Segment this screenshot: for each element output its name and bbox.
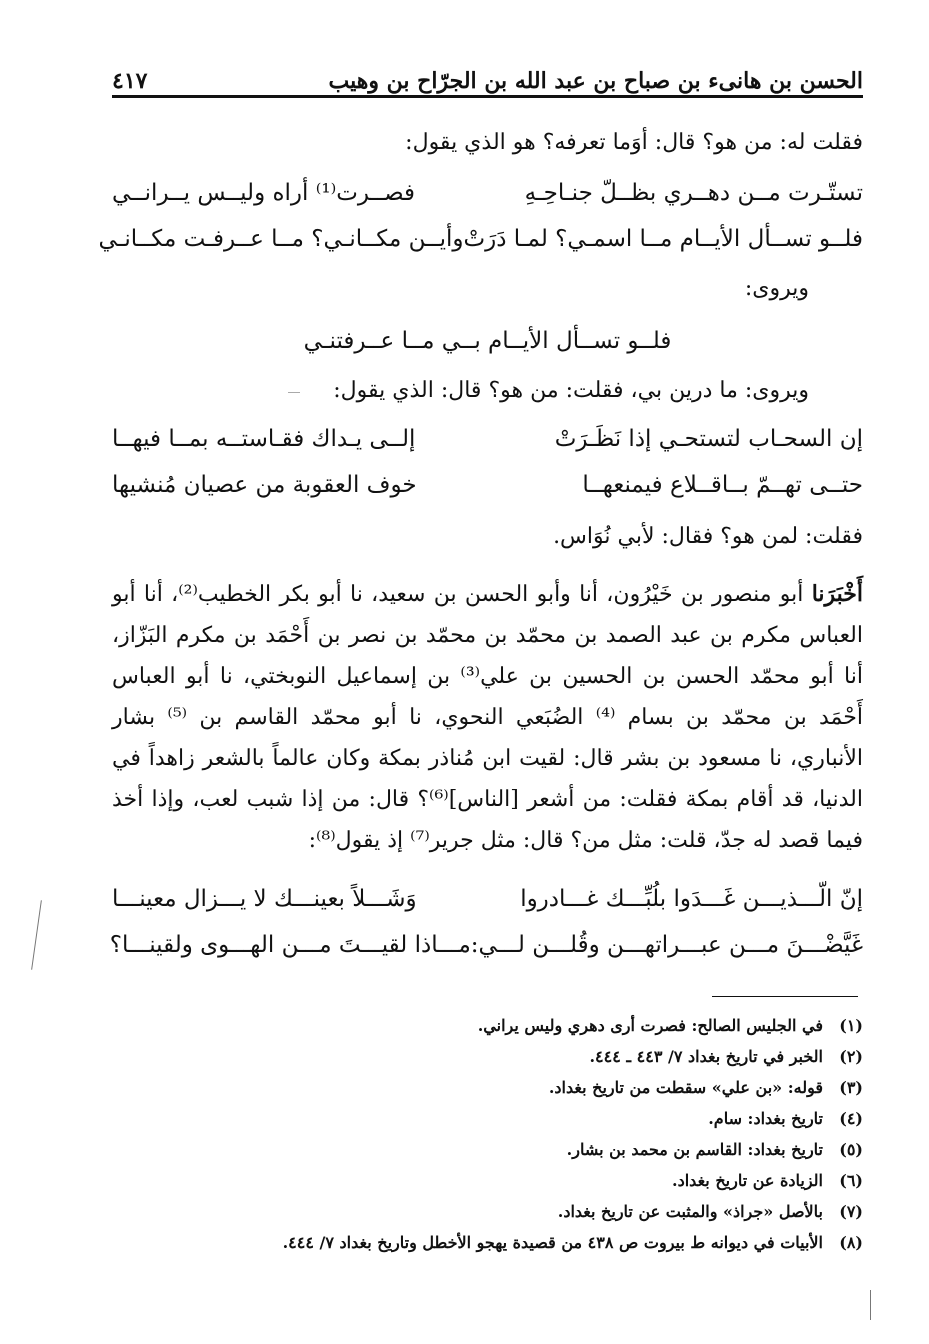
verse-second-hemistich: فصــرت⁽¹⁾ أراه وليــس يــرانــي: [112, 180, 416, 206]
footnote-text: الأبيات في ديوانه ط بيروت ص ٤٣٨ من قصيدة يهجو الأخطل وتاريخ بغداد ٧/ ٤٤٤.: [282, 1233, 823, 1252]
verse-first-hemistich: إن السحـاب لتستحـي إذا نَظَـرَتْ: [554, 426, 863, 452]
yurwa-line-2: [112, 370, 809, 411]
footnote-text: في الجليس الصالح: فصرت أرى دهري وليس يراني.: [477, 1016, 823, 1035]
footnotes: [140, 1010, 863, 1258]
page-number: ٤١٧: [112, 68, 148, 94]
scan-mark: [31, 900, 42, 969]
verse-second-hemistich: إلــى يـداك فقـاستــه بمــا فيهــا: [112, 426, 416, 452]
isnad-paragraph: [112, 574, 863, 861]
question-line: [112, 516, 863, 557]
footnote-separator: [712, 996, 858, 997]
verse-second-hemistich: وأيــن مكــانـي؟ مــا عــرفـت مكــانـي: [98, 226, 464, 252]
verse: [109, 922, 863, 968]
footnote-text: تاريخ بغداد: القاسم بن محمد بن بشار.: [566, 1140, 823, 1159]
footnote-text: الخبر في تاريخ بغداد ٧/ ٤٤٣ ـ ٤٤٤.: [589, 1047, 823, 1066]
footnote-number: (٨): [839, 1233, 863, 1252]
footnote: [140, 1041, 863, 1072]
verse: [112, 170, 863, 216]
scan-mark: [288, 392, 300, 393]
verse-first-hemistich: غَيَّضْـــنَ مـــن عبـــراتهـــن وقُلـــن لـــي:: [470, 932, 863, 958]
intro-line: [112, 122, 863, 163]
footnote-number: (٥): [839, 1140, 863, 1159]
footnote: [140, 1010, 863, 1041]
yurwa-line-1: [112, 268, 809, 309]
yurwa-text: ويروى: ما درين بي، فقلت: من هو؟ قال: الذي يقول:: [333, 378, 809, 403]
verse-first-hemistich: تستّـرت مــن دهــري بظــلّ جنـاحِـهِ: [524, 180, 863, 206]
footnote-number: (٦): [839, 1171, 863, 1190]
question-text: فقلت: لمن هو؟ فقال: لأبي نُوَاس.: [553, 524, 863, 549]
verse-second-hemistich: خوف العقوبة من عصيان مُنشيها: [112, 472, 417, 498]
footnote-text: قوله: «بن علي» سقطت من تاريخ بغداد.: [548, 1078, 823, 1097]
poem-1: [98, 170, 863, 262]
verse-second-hemistich: مـــاذا لقيـــتَ مـــن الهـــوى ولقينـــا؟: [109, 932, 471, 958]
verse: [112, 876, 863, 922]
footnote: [140, 1227, 863, 1258]
header-title: الحسن بن هانىء بن صباح بن عبد الله بن الجرّاح بن وهيب: [328, 68, 863, 94]
footnote-text: تاريخ بغداد: سام.: [708, 1109, 823, 1128]
footnote: [140, 1072, 863, 1103]
footnote: [140, 1165, 863, 1196]
verse-second-hemistich: وَشَـــلاً بعينـــك لا يـــزال معينـــا: [112, 886, 417, 912]
footnote-number: (٧): [839, 1202, 863, 1221]
verse: [112, 462, 863, 508]
isnad-text: أبو منصور بن خَيْرُون، أنا وأبو الحسن بن سعيد، نا أبو بكر الخطيب⁽²⁾، أنا أبو العباس مكرم بن عبد الصمد بن محمّد بن محمّد بن نصر بن أَحْمَد بن مكرم البَزّاز، أنا أبو محمّد الحسن بن الحسين بن علي⁽³⁾ بن إسماعيل النوبختي، نا أبو العباس أَحْمَد بن محمّد بن بسام ⁽⁴⁾ الضُبَعي النحوي، نا أبو محمّد القاسم بن ⁽⁵⁾ بشار الأنباري، نا مسعود بن بشر قال: لقيت ابن مُناذر بمكة وكان عالماً بالشعر زاهداً في الدنيا، قد أقام بمكة فقلت: من أشعر [الناس]⁽⁶⁾؟ قال: من إذا شبب لعب، وإذا أخذ فيما قصد له جدّ، قلت: مثل من؟ قال: مثل جرير⁽⁷⁾ إذ يقول⁽⁸⁾:: [112, 582, 863, 853]
header-rule: [112, 95, 863, 98]
footnote: [140, 1134, 863, 1165]
footnote-number: (١): [839, 1016, 863, 1035]
isnad-lead-word: أَخْبَرَنا: [811, 581, 864, 607]
footnote-number: (٤): [839, 1109, 863, 1128]
verse: [112, 416, 863, 462]
yurwa-text: ويروى:: [744, 276, 809, 301]
poem-2: [112, 416, 863, 508]
footnote: [140, 1196, 863, 1227]
running-header: [112, 52, 863, 94]
scan-mark: [870, 1290, 871, 1320]
verse: [98, 216, 863, 262]
verse-first-hemistich: فلــو تســأل الأيــام مــا اسمـي؟ لمـا دَرَتْ: [463, 226, 863, 252]
footnote: [140, 1103, 863, 1134]
intro-text: فقلت له: من هو؟ قال: أوَما تعرفه؟ هو الذي يقول:: [405, 130, 863, 155]
verse-first-hemistich: حتــى تهــمّ بــاقــلاع فيمنعهــا: [582, 472, 863, 498]
verse-first-hemistich: إنّ الّـــذيـــن غَـــدَوا بلُبِّـــك غـــادروا: [520, 886, 863, 912]
footnote-text: الزيادة عن تاريخ بغداد.: [672, 1171, 823, 1190]
variant-text: فلــو تســأل الأيــام بــي مــا عــرفتنـي: [303, 328, 672, 354]
footnote-text: بالأصل «جراذ» والمثبت عن تاريخ بغداد.: [557, 1202, 823, 1221]
poem-3: [109, 876, 863, 968]
footnote-number: (٣): [839, 1078, 863, 1097]
variant-verse: [112, 318, 863, 364]
footnote-number: (٢): [839, 1047, 863, 1066]
